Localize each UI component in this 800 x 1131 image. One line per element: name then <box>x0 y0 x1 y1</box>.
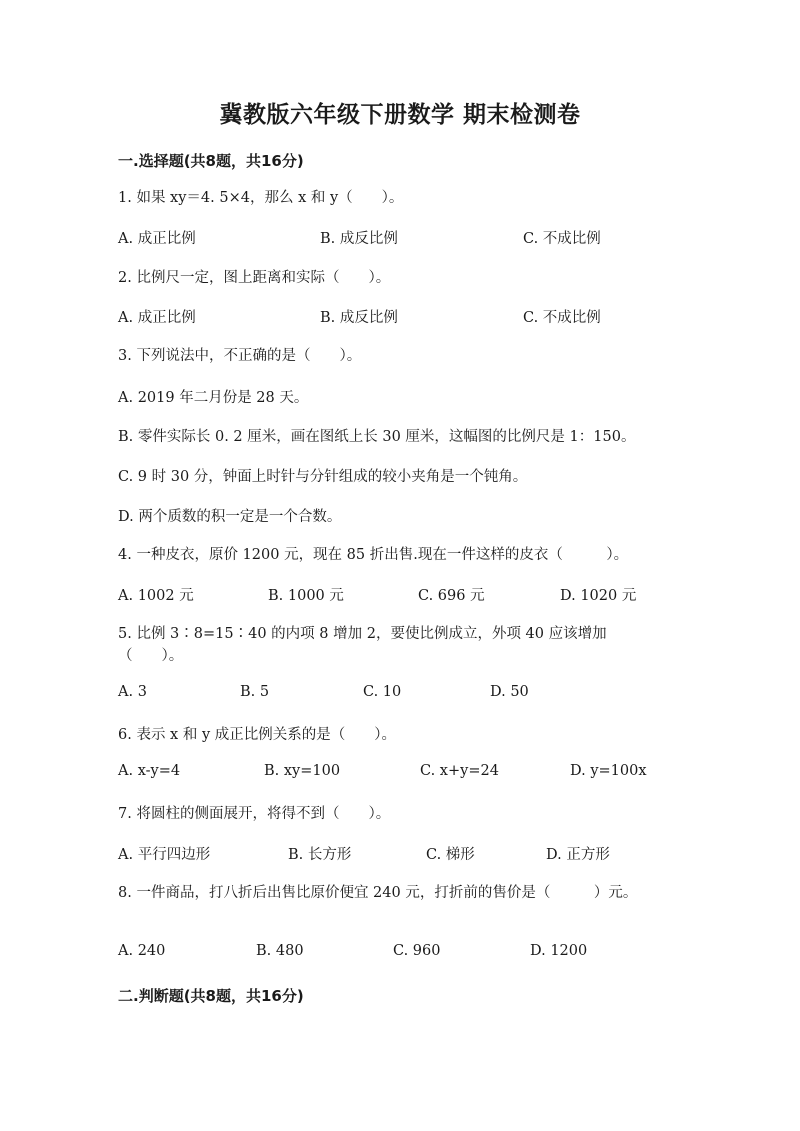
question-7-option-d: D. 正方形 <box>546 847 610 863</box>
question-2-options <box>118 306 718 328</box>
question-8-option-b: B. 480 <box>256 943 304 959</box>
question-1-option-a: A. 成正比例 <box>118 231 196 247</box>
question-4-options <box>118 584 718 606</box>
question-7-option-a: A. 平行四边形 <box>118 847 211 863</box>
question-7-stem: 7. 将圆柱的侧面展开，将得不到（ ）。 <box>118 806 391 822</box>
question-2-option-a: A. 成正比例 <box>118 310 196 326</box>
question-7-option-b: B. 长方形 <box>288 847 352 863</box>
question-7-options <box>118 843 718 865</box>
question-3-option-c: C. 9 时 30 分，钟面上时针与分针组成的较小夹角是一个钝角。 <box>118 469 528 485</box>
question-8-options <box>118 943 718 965</box>
question-8-option-d: D. 1200 <box>530 943 588 959</box>
question-1-options <box>118 227 718 249</box>
question-4-option-b: B. 1000 元 <box>268 588 344 604</box>
question-3-option-b: B. 零件实际长 0. 2 厘米，画在图纸上长 30 厘米，这幅图的比例尺是 1：150。 <box>118 429 636 445</box>
question-6-stem: 6. 表示 x 和 y 成正比例关系的是（ ）。 <box>118 727 396 743</box>
question-4-option-c: C. 696 元 <box>418 588 485 604</box>
question-2-option-b: B. 成反比例 <box>320 310 398 326</box>
question-4-option-a: A. 1002 元 <box>118 588 194 604</box>
question-2-option-c: C. 不成比例 <box>523 310 601 326</box>
question-7-option-c: C. 梯形 <box>426 847 475 863</box>
question-1-option-b: B. 成反比例 <box>320 231 398 247</box>
question-6-options <box>118 763 718 785</box>
question-5-options <box>118 684 718 706</box>
question-4-option-d: D. 1020 元 <box>560 588 637 604</box>
question-4-stem: 4. 一种皮衣，原价 1200 元，现在 85 折出售.现在一件这样的皮衣（ ）。 <box>118 547 629 563</box>
question-8-option-c: C. 960 <box>393 943 441 959</box>
question-3-option-a: A. 2019 年二月份是 28 天。 <box>118 390 309 406</box>
page-title: 冀教版六年级下册数学 期末检测卷 <box>219 102 581 128</box>
question-5-option-b: B. 5 <box>240 684 270 700</box>
question-6-option-a: A. x-y=4 <box>118 763 181 779</box>
question-3-stem: 3. 下列说法中，不正确的是（ ）。 <box>118 348 362 364</box>
question-5-stem: 5. 比例 3∶8=15∶40 的内项 8 增加 2，要使比例成立，外项 40 应该增加（ ）。 <box>118 626 607 664</box>
question-5-option-d: D. 50 <box>490 684 529 700</box>
question-6-option-c: C. x+y=24 <box>420 763 499 779</box>
question-1-stem: 1. 如果 xy＝4. 5×4，那么 x 和 y（ ）。 <box>118 190 404 206</box>
question-6-option-d: D. y=100x <box>570 763 647 779</box>
section-heading-choice: 一.选择题(共8题，共16分) <box>118 152 304 170</box>
question-8-option-a: A. 240 <box>118 943 166 959</box>
question-3-option-d: D. 两个质数的积一定是一个合数。 <box>118 509 342 525</box>
question-1-option-c: C. 不成比例 <box>523 231 601 247</box>
question-5-option-c: C. 10 <box>363 684 402 700</box>
question-5-option-a: A. 3 <box>118 684 147 700</box>
question-6-option-b: B. xy=100 <box>264 763 341 779</box>
question-8-stem: 8. 一件商品，打八折后出售比原价便宜 240 元，打折前的售价是（ ）元。 <box>118 885 638 901</box>
section-heading-judgment: 二.判断题(共8题，共16分) <box>118 987 304 1005</box>
question-2-stem: 2. 比例尺一定，图上距离和实际（ ）。 <box>118 270 391 286</box>
